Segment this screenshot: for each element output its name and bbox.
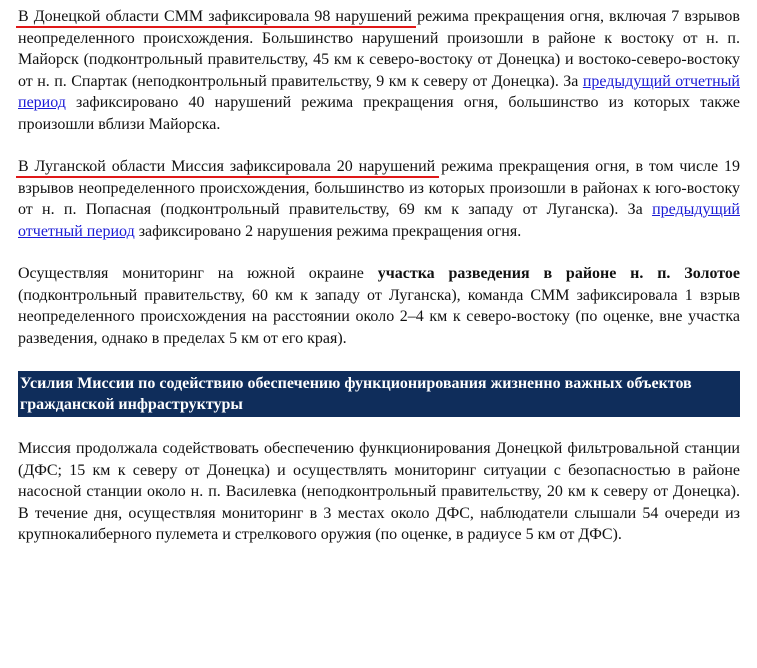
donetsk-text-1: режима прекращения огня, включая 7 взрывов неопределенного происхождения. Большинство нарушений произошли в районе к востоку от н. п. Майорск (подконтрольный правительству, 45 км к северо-востоку от Донецка) и востоко-северо-востоку от н. п. Спартак (неподконтрольный правительству, 9 км к северу от Донецка). За bbox=[18, 8, 740, 90]
zolote-bold-text: участка разведения в районе н. п. Золотое bbox=[377, 265, 741, 282]
zolote-text-1: Осуществляя мониторинг на южной окраине bbox=[18, 265, 378, 282]
red-underline bbox=[16, 176, 439, 178]
previous-period-link-2[interactable]: предыдущий отчетный период bbox=[18, 201, 740, 240]
luhansk-highlight-text: В Луганской области Миссия зафиксировала 20 нарушений bbox=[18, 158, 436, 175]
zolote-text-2: (подконтрольный правительству, 60 км к западу от Луганска), команда СММ зафиксировала 1 взрыв неопределенного происхождения на расстоянии около 2–4 км к северо-востоку (по оценке, вне участка разведения, однако в пределах 5 км от его края). bbox=[18, 286, 740, 347]
donetsk-highlight-text: В Донецкой области СММ зафиксировала 98 нарушений bbox=[18, 8, 412, 25]
luhansk-highlight bbox=[18, 158, 435, 175]
red-underline bbox=[16, 26, 416, 28]
donetsk-paragraph bbox=[18, 6, 740, 135]
donetsk-highlight bbox=[18, 8, 412, 25]
luhansk-text-1: режима прекращения огня, в том числе 19 взрывов неопределенного происхождения, большинство из которых произошли в районах к юго-востоку от н. п. Попасная (подконтрольный правительству, 69 км к западу от Луганска). За bbox=[18, 158, 741, 218]
infrastructure-paragraph: Миссия продолжала содействовать обеспечению функционирования Донецкой фильтровальной станции (ДФС; 15 км к северу от Донецка) и осуществлять мониторинг ситуации с безопасностью в районе насосной станции около н. п. Василевка (неподконтрольный правительству, 20 км к северу от Донецка). В течение дня, осуществляя мониторинг в 3 местах около ДФС, наблюдатели слышали 54 очереди из крупнокалиберного пулемета и стрелкового оружия (по оценке, в радиусе 5 км от ДФС). bbox=[18, 440, 740, 543]
donetsk-text-2: зафиксировано 40 нарушений режима прекращения огня, большинство из которых также произошли вблизи Майорска. bbox=[18, 94, 740, 133]
section-header: Усилия Миссии по содействию обеспечению функционирования жизненно важных объектов гражданской инфраструктуры bbox=[18, 371, 740, 417]
luhansk-text-2: зафиксировано 2 нарушения режима прекращения огня. bbox=[134, 222, 522, 240]
previous-period-link-1[interactable]: предыдущий отчетный период bbox=[18, 72, 740, 111]
luhansk-paragraph bbox=[18, 156, 740, 242]
zolote-paragraph bbox=[18, 263, 740, 349]
document-body bbox=[18, 6, 740, 546]
